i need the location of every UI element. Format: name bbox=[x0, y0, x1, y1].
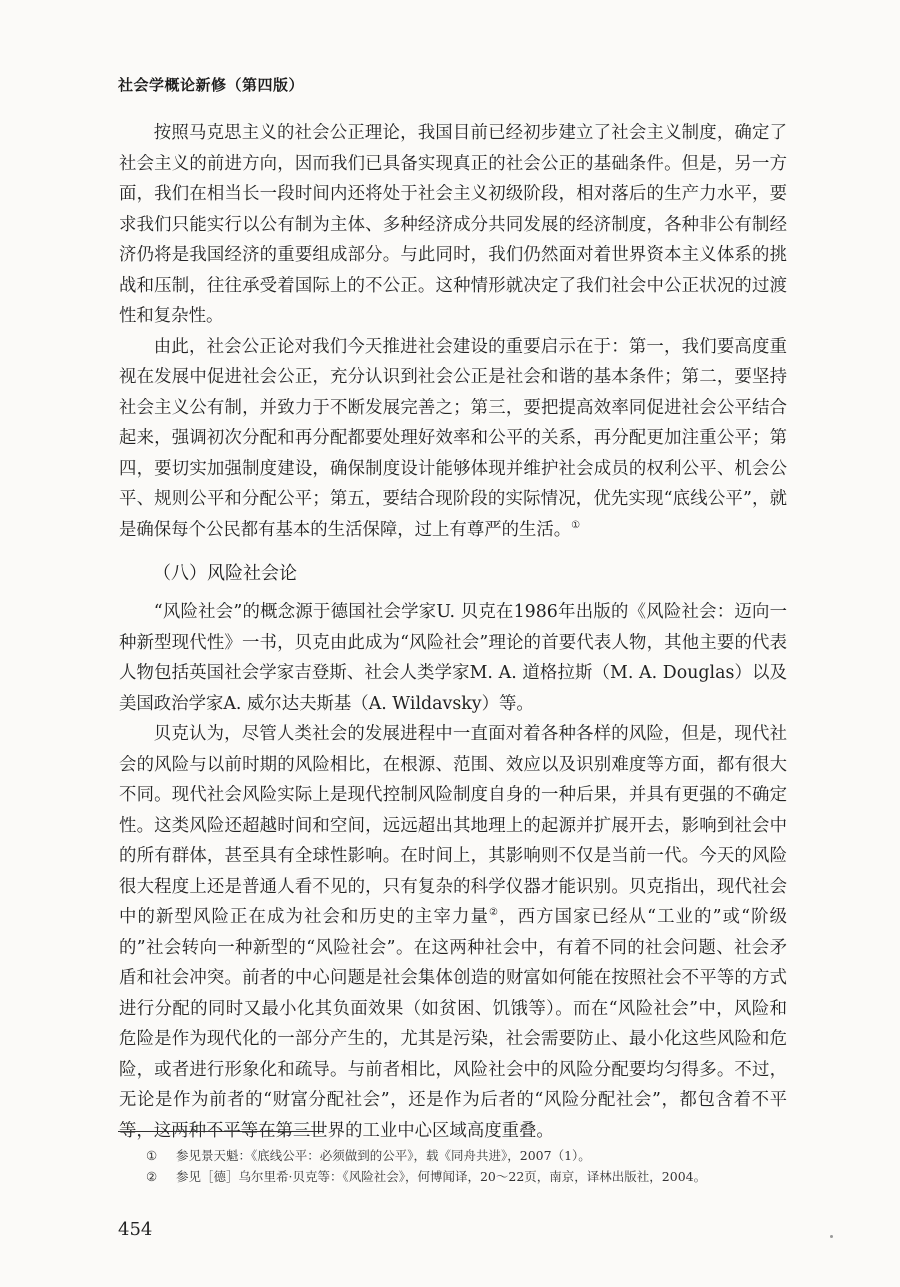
footnote-2 bbox=[146, 1166, 786, 1187]
section-heading: （八）风险社会论 bbox=[153, 563, 297, 584]
paragraph-beck-view bbox=[119, 719, 787, 1146]
page-number: 454 bbox=[118, 1219, 153, 1240]
footnote-divider bbox=[118, 1131, 324, 1132]
footnote-1-text: 参见景天魁：《底线公平：必须做到的公平》，载《同舟共进》，2007（1）。 bbox=[176, 1148, 591, 1163]
running-head: 社会学概论新修（第四版） bbox=[118, 76, 305, 94]
paragraph-beck-view-part2: ，西方国家已经从“工业的”或“阶级的”社会转向一种新型的“风险社会”。在这两种社会中，有着不同的社会问题、社会矛盾和社会冲突。前者的中心问题是社会集体创造的财富如何能在按照社会不平等的方式进行分配的同时又最小化其负面效果（如贫困、饥饿等）。而在“风险社会”中，风险和危险是作为现代化的一部分产生的，尤其是污染，社会需要防止、最小化这些风险和危险，或者进行形象化和疏导。与前者相比，风险社会中的风险分配要均匀得多。不过，无论是作为前者的“财富分配社会”，还是作为后者的“风险分配社会”，都包含着不平等，这两种不平等在第三世界的工业中心区域高度重叠。 bbox=[119, 907, 787, 1141]
footnote-ref-2[interactable]: ② bbox=[489, 907, 500, 919]
scan-speck bbox=[830, 1235, 833, 1238]
footnote-2-text: 参见［德］乌尔里希·贝克等：《风险社会》，何博闻译，20～22页，南京，译林出版社，2004。 bbox=[176, 1169, 707, 1184]
paragraph-implications bbox=[119, 332, 787, 546]
paragraph-risk-society-origin: “风险社会”的概念源于德国社会学家U. 贝克在1986年出版的《风险社会：迈向一种新型现代性》一书，贝克由此成为“风险社会”理论的首要代表人物，其他主要的代表人物包括英国社会学家吉登斯、社会人类学家M. A. 道格拉斯（M. A. Douglas）以及美国政治学家A. 威尔达夫斯基（A. Wildavsky）等。 bbox=[119, 602, 787, 714]
footnote-1 bbox=[146, 1145, 786, 1166]
paragraph-beck-view-part1: 贝克认为，尽管人类社会的发展进程中一直面对着各种各样的风险，但是，现代社会的风险与以前时期的风险相比，在根源、范围、效应以及识别难度等方面，都有很大不同。现代社会风险实际上是现代控制风险制度自身的一种后果，并具有更强的不确定性。这类风险还超越时间和空间，远远超出其地理上的起源并扩展开去，影响到社会中的所有群体，甚至具有全球性影响。在时间上，其影响则不仅是当前一代。今天的风险很大程度上还是普通人看不见的，只有复杂的科学仪器才能识别。贝克指出，现代社会中的新型风险正在成为社会和历史的主宰力量 bbox=[119, 724, 787, 927]
paragraph-social-justice: 按照马克思主义的社会公正理论，我国目前已经初步建立了社会主义制度，确定了社会主义的前进方向，因而我们已具备实现真正的社会公正的基础条件。但是，另一方面，我们在相当长一段时间内还将处于社会主义初级阶段，相对落后的生产力水平，要求我们只能实行以公有制为主体、多种经济成分共同发展的经济制度，各种非公有制经济仍将是我国经济的重要组成部分。与此同时，我们仍然面对着世界资本主义体系的挑战和压制，往往承受着国际上的不公正。这种情形就决定了我们社会中公正状况的过渡性和复杂性。 bbox=[119, 123, 787, 326]
body-text bbox=[119, 118, 787, 1146]
footnote-2-mark: ② bbox=[146, 1169, 158, 1184]
footnote-ref-1[interactable]: ① bbox=[571, 519, 581, 531]
paragraph-implications-text: 由此，社会公正论对我们今天推进社会建设的重要启示在于：第一，我们要高度重视在发展中促进社会公正，充分认识到社会公正是社会和谐的基本条件；第二，要坚持社会主义公有制，并致力于不断发展完善之；第三，要把提高效率同促进社会公平结合起来，强调初次分配和再分配都要处理好效率和公平的关系，再分配更加注重公平；第四，要切实加强制度建设，确保制度设计能够体现并维护社会成员的权利公平、机会公平、规则公平和分配公平；第五，要结合现阶段的实际情况，优先实现“底线公平”，就是确保每个公民都有基本的生活保障，过上有尊严的生活。 bbox=[119, 336, 787, 540]
footnotes bbox=[146, 1145, 786, 1187]
footnote-1-mark: ① bbox=[146, 1148, 158, 1163]
